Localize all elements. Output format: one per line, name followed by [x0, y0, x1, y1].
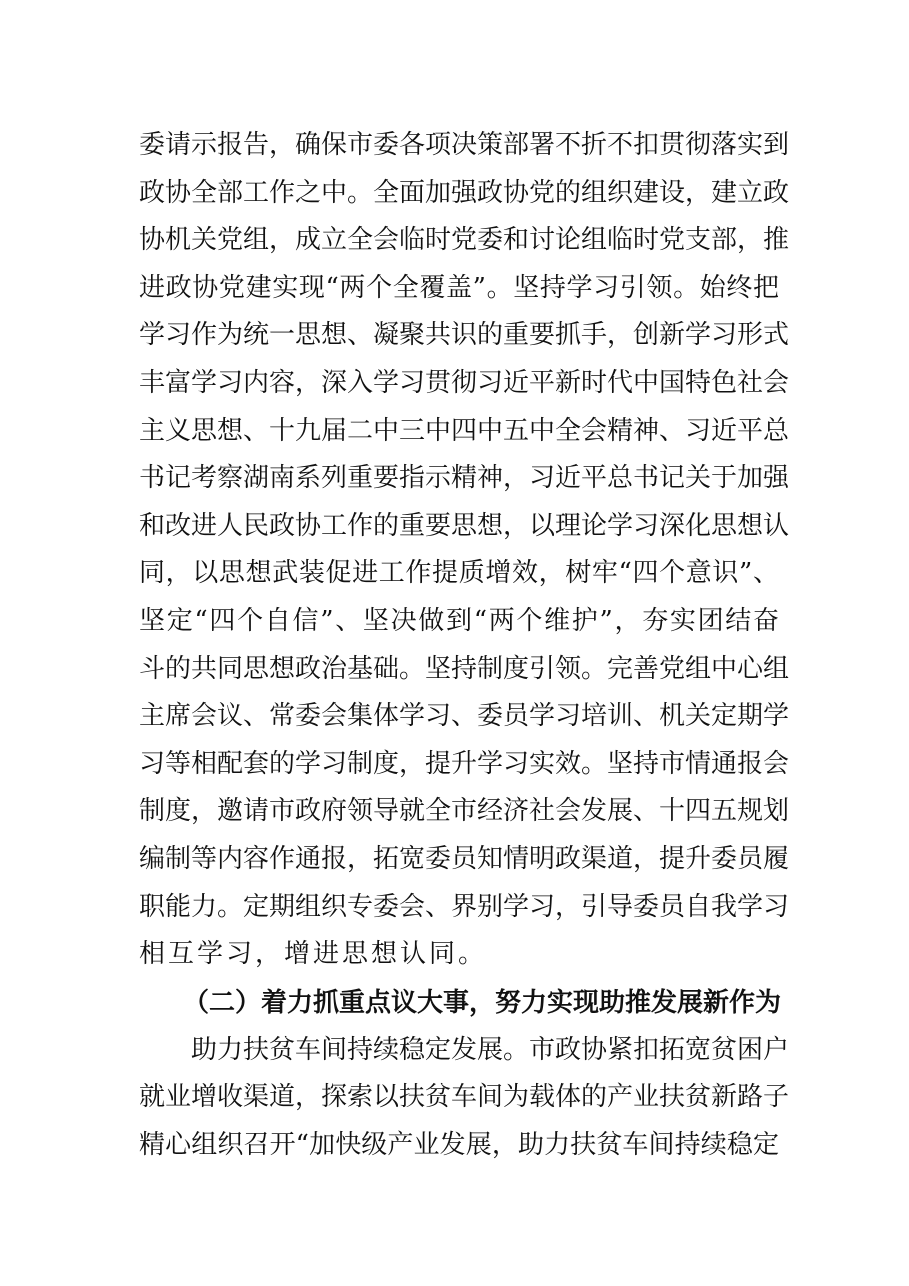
text-line: 就业增收渠道，探索以扶贫车间为载体的产业扶贫新路子 [139, 1082, 790, 1113]
text-line: 协机关党组，成立全会临时党委和讨论组临时党支部，推 [139, 225, 790, 256]
text-line: 和改进人民政协工作的重要思想，以理论学习深化思想认 [139, 510, 790, 541]
text-line: 习等相配套的学习制度，提升学习实效。坚持市情通报会 [139, 748, 790, 779]
text-line: 相互学习，增进思想认同。 [139, 939, 488, 970]
text-line: 编制等内容作通报，拓宽委员知情明政渠道，提升委员履 [139, 843, 790, 874]
text-line: 制度，邀请市政府领导就全市经济社会发展、十四五规划 [139, 796, 790, 827]
text-line: 主义思想、十九届二中三中四中五中全会精神、习近平总 [139, 415, 790, 446]
section-heading: （二）着力抓重点议大事，努力实现助推发展新作为 [183, 987, 782, 1018]
text-line: 学习作为统一思想、凝聚共识的重要抓手，创新学习形式 [139, 320, 790, 351]
paragraph-1 [139, 122, 790, 979]
text-line: 助力扶贫车间持续稳定发展。市政协紧扣拓宽贫困户 [191, 1034, 790, 1065]
text-line: 精心组织召开“加快级产业发展，助力扶贫车间持续稳定 [139, 1129, 779, 1160]
text-line: 斗的共同思想政治基础。坚持制度引领。完善党组中心组 [139, 653, 790, 684]
text-line: 委请示报告，确保市委各项决策部署不折不扣贯彻落实到 [139, 130, 790, 160]
document-body [139, 122, 790, 1169]
text-line: 职能力。定期组织专委会、界别学习，引导委员自我学习 [139, 891, 790, 922]
text-line: 主席会议、常委会集体学习、委员学习培训、机关定期学 [139, 701, 790, 732]
text-line: 丰富学习内容，深入学习贯彻习近平新时代中国特色社会 [139, 367, 790, 398]
paragraph-2 [139, 1027, 790, 1170]
text-line: 坚定“四个自信”、坚决做到“两个维护”，夯实团结奋 [139, 605, 779, 636]
text-line: 政协全部工作之中。全面加强政协党的组织建设，建立政 [139, 177, 790, 208]
text-line: 进政协党建实现“两个全覆盖”。坚持学习引领。始终把 [139, 272, 779, 303]
text-line: 同，以思想武装促进工作提质增效，树牢“四个意识”、 [139, 558, 779, 589]
text-line: 书记考察湖南系列重要指示精神，习近平总书记关于加强 [139, 463, 790, 494]
